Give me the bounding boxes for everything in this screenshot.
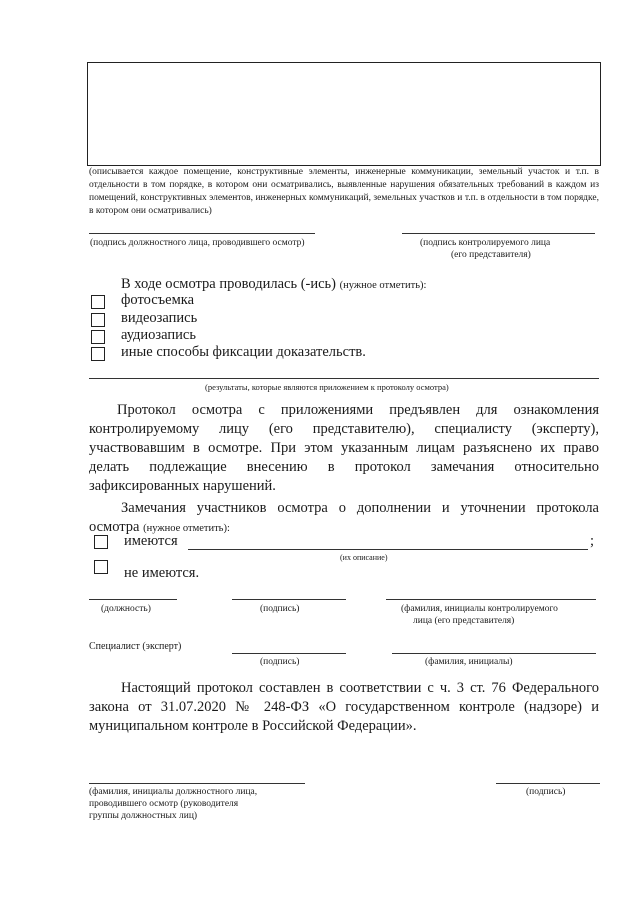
compiled-paragraph: Настоящий протокол составлен в соответствии с ч. 3 ст. 76 Федерального закона от 31.07.2020 № 248-ФЗ «О государственном контроле (надзоре) и муниципальном контроле в Российской Федерации».	[89, 680, 599, 734]
specialist-signature-line[interactable]	[232, 653, 346, 654]
controlled-signature-caption-2: (его представителя)	[451, 250, 531, 260]
inspection-description-box[interactable]	[87, 62, 601, 166]
option-photo: фотосъемка	[121, 292, 195, 308]
signature-caption: (подпись)	[260, 604, 300, 614]
controlled-name-caption-2: лица (его представителя)	[413, 616, 515, 626]
official-signature-caption-final: (подпись)	[526, 787, 566, 797]
recording-intro-note: (нужное отметить):	[339, 280, 427, 291]
recording-intro	[121, 276, 426, 293]
presented-paragraph: Протокол осмотра с приложениями предъявлен для ознакомления контролируемому лицу (его представителю), специалисту (эксперту), участвовавшим в осмотре. При этом указанным лицам разъяснено их право делать подлежащие внесению в протокол замечания относительно зафиксированных нарушений.	[89, 402, 599, 494]
official-name-caption-2: проводившего осмотр (руководителя	[89, 799, 239, 809]
specialist-name-line[interactable]	[392, 653, 596, 654]
controlled-name-caption-1: (фамилия, инициалы контролируемого	[401, 604, 558, 614]
checkbox-audio[interactable]	[91, 330, 105, 344]
controlled-signature-caption-1: (подпись контролируемого лица	[420, 238, 551, 248]
official-name-caption-3: группы должностных лиц)	[89, 811, 198, 821]
specialist-signature-caption: (подпись)	[260, 657, 300, 667]
position-caption: (должность)	[101, 604, 151, 614]
specialist-label: Специалист (эксперт)	[89, 641, 182, 652]
checkbox-remarks-have[interactable]	[94, 535, 108, 549]
option-remarks-have: имеются	[124, 533, 178, 549]
option-video: видеозапись	[121, 310, 198, 326]
official-signature-line[interactable]	[89, 233, 315, 234]
option-other: иные способы фиксации доказательств.	[121, 344, 366, 360]
official-signature-line-final[interactable]	[496, 783, 600, 784]
option-remarks-none: не имеются.	[124, 565, 200, 581]
remarks-description-caption: (их описание)	[340, 553, 388, 562]
checkbox-remarks-none[interactable]	[94, 560, 108, 574]
results-caption: (результаты, которые являются приложением к протоколу осмотра)	[205, 382, 449, 392]
official-name-caption-1: (фамилия, инициалы должностного лица,	[89, 787, 258, 797]
remarks-semicolon: ;	[590, 533, 595, 549]
results-line[interactable]	[89, 378, 599, 379]
remarks-intro	[89, 499, 599, 537]
remarks-intro-note: (нужное отметить):	[143, 523, 230, 534]
controlled-name-line[interactable]	[386, 599, 596, 600]
option-audio: аудиозапись	[121, 327, 196, 343]
controlled-signature-line[interactable]	[402, 233, 595, 234]
checkbox-other[interactable]	[91, 347, 105, 361]
remarks-intro-main: Замечания участников осмотра о дополнении и уточнении протокола осмотра	[89, 500, 599, 535]
signature-line[interactable]	[232, 599, 346, 600]
inspection-box-note: (описывается каждое помещение, конструктивные элементы, инженерные коммуникации, земельный участок и т.п. в отдельности в том порядке, в котором они осматривались, выявленные нарушения обязательных требований в каждом из помещений, конструктивных элементов, инженерных коммуникаций, земельных участков и т.п. в отдельности в том порядке, в котором они осматривались)	[89, 167, 599, 216]
position-line[interactable]	[89, 599, 177, 600]
official-signature-caption: (подпись должностного лица, проводившего осмотр)	[90, 238, 305, 248]
official-name-line[interactable]	[89, 783, 305, 784]
remarks-description-line[interactable]	[188, 549, 588, 550]
recording-intro-main: В ходе осмотра проводилась (-ись)	[121, 276, 336, 292]
checkbox-video[interactable]	[91, 313, 105, 327]
specialist-name-caption: (фамилия, инициалы)	[425, 657, 513, 667]
checkbox-photo[interactable]	[91, 295, 105, 309]
